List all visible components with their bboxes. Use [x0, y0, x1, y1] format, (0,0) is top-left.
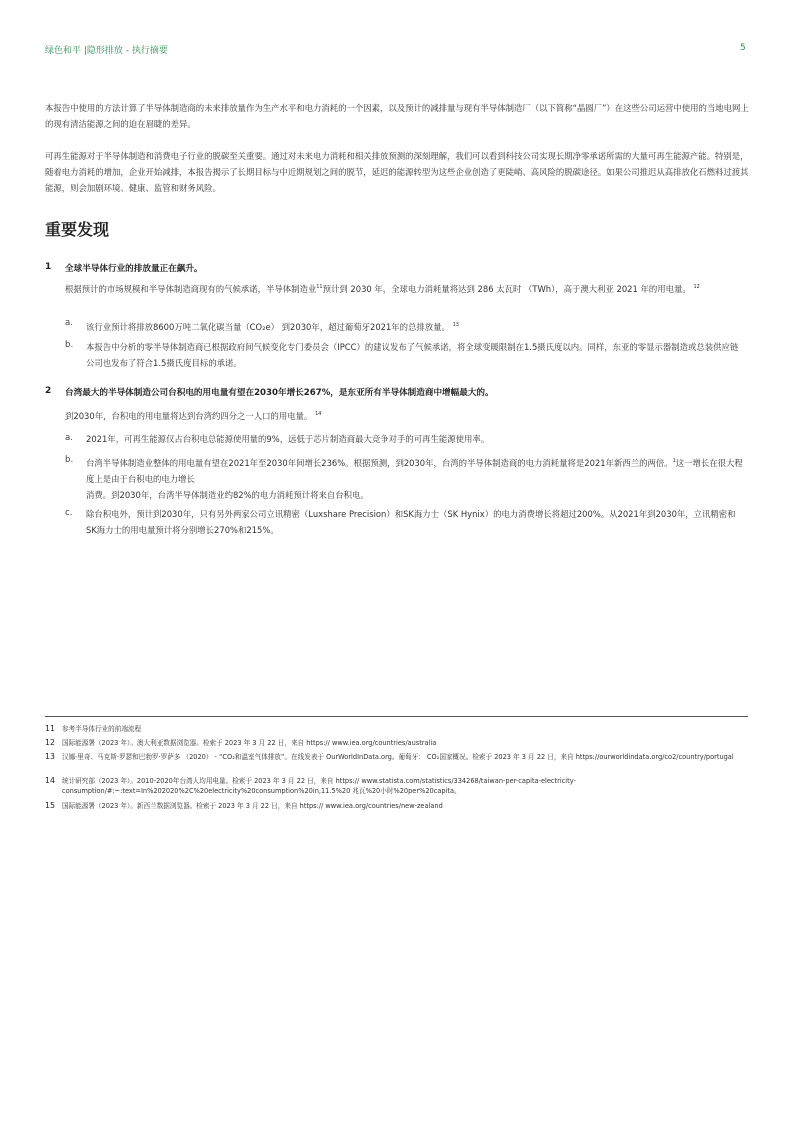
page-number: 5: [740, 43, 746, 53]
finding-number: 1: [45, 262, 52, 272]
finding-title: 台湾最大的半导体制造公司台积电的用电量有望在2030年增长267%，是东亚所有半导体制造商中增幅最大的。: [65, 388, 494, 398]
section-heading: 重要发现: [45, 220, 110, 239]
footnote: 12 国际能源署（2023 年）。澳大利亚数据浏览器。检索于 2023 年 3 月 22 日，来自 https:// www.iea.org/countries/australia: [45, 738, 437, 747]
list-item: 2021年，可再生能源仅占台积电总能源使用量的9%，远低于芯片制造商最大竞争对手的可再生能源使用率。: [86, 434, 490, 444]
list-letter: a.: [65, 318, 73, 328]
footnote: 13 汉娜·里奇、马克斯·罗瑟和巴勃罗·罗萨多 （2020） - “CO₂和温室气体排放”。在线发表于 OurWorldInData.org。葡萄牙： CO₂国家概况。检索于 2023 年 3 月 22 日，来自 https://ourworldindata.org/co2/country/portugal: [45, 752, 734, 761]
finding-title: 全球半导体行业的排放量正在飙升。: [65, 264, 203, 274]
footnote: 11 参考半导体行业的前端流程: [45, 724, 142, 733]
list-letter: a.: [65, 433, 73, 443]
finding-text: 根据预计的市场规模和半导体制造商现有的气候承诺，半导体制造业$^{11}$预计到 2030 年，全球电力消耗量将达到 286 太瓦时 （TWh），高于澳大利亚 2021 年的用电量。 $^{12}$: [65, 283, 700, 294]
list-item: 除台积电外，预计到2030年，只有另外两家公司立讯精密（Luxshare Precision）和SK海力士（SK Hynix）的电力消费增长将超过200%。从2021年到2030年，立讯精密和SK海力士的用电量预计将分别增长270%和215%。: [86, 509, 736, 535]
intro-paragraph-2: 可再生能源对于半导体制造和消费电子行业的脱碳至关重要。通过对未来电力消耗和相关排放预测的深刻理解，我们可以看到科技公司实现长期净零承诺所需的大量可再生能源产能。特别是，随着电力消耗的增加，企业开始减排，本报告揭示了长期目标与中近期规划之间的脱节，延迟的能源转型为这些企业创造了更陡峭、高风险的脱碳途径。如果公司推迟从高排放化石燃料过渡其能源，则会加剧环境、健康、监管和财务风险。: [45, 151, 749, 193]
footnote: 14 统计研究部（2023 年）。2010-2020年台湾人均用电量。检索于 2023 年 3 月 22 日，来自 https:// www.statista.com/statistics/334268/taiwan-per-capita-electricity-consumption/#:~:text=In%202020%2C%20electricity%20consumption%20in,11.5%20 兆瓦%20小时%20per%20capita。: [45, 776, 576, 795]
finding-text: 到2030年，台积电的用电量将达到台湾约四分之一人口的用电量。 $^{14}$: [65, 410, 322, 421]
footnote-divider: [45, 716, 748, 717]
list-item: 台湾半导体制造业整体的用电量有望在2021年至2030年间增长236%。根据预测，到2030年，台湾的半导体制造商的电力消耗量将是2021年新西兰的两倍。$^1$这一增长在很大程度上是由于台积电的电力增长 消费。到2030年，台湾半导体制造业约82%的电力消耗预计将来自台积电。: [86, 457, 743, 500]
intro-paragraph-1: 本报告中使用的方法计算了半导体制造商的未来排放量作为生产水平和电力消耗的一个因素，以及预计的减排量与现有半导体制造厂（以下简称“晶圆厂”）在这些公司运营中使用的当地电网上的现有清洁能源之间的迫在眉睫的差异。: [45, 103, 749, 129]
footnote: 15 国际能源署（2023 年）。新西兰数据浏览器。检索于 2023 年 3 月 22 日，来自 https:// www.iea.org/countries/new-zealand: [45, 801, 443, 810]
list-item: 本报告中分析的零半导体制造商已根据政府间气候变化专门委员会（IPCC）的建议发布了气候承诺，将全球变暖限制在1.5摄氏度以内。同样，东亚的零显示器制造或总装供应链公司也发布了符合1.5摄氏度目标的承诺。: [86, 342, 739, 368]
finding-number: 2: [45, 386, 52, 396]
list-letter: c.: [65, 508, 73, 518]
list-letter: b.: [65, 340, 74, 350]
list-item: 该行业预计将排放8600万吨二氧化碳当量（CO₂e） 到2030年，超过葡萄牙2021年的总排放量。 $^{13}$: [86, 321, 459, 332]
list-letter: b.: [65, 455, 74, 465]
running-header: 绿色和平 |隐形排放 - 执行摘要: [45, 46, 168, 56]
